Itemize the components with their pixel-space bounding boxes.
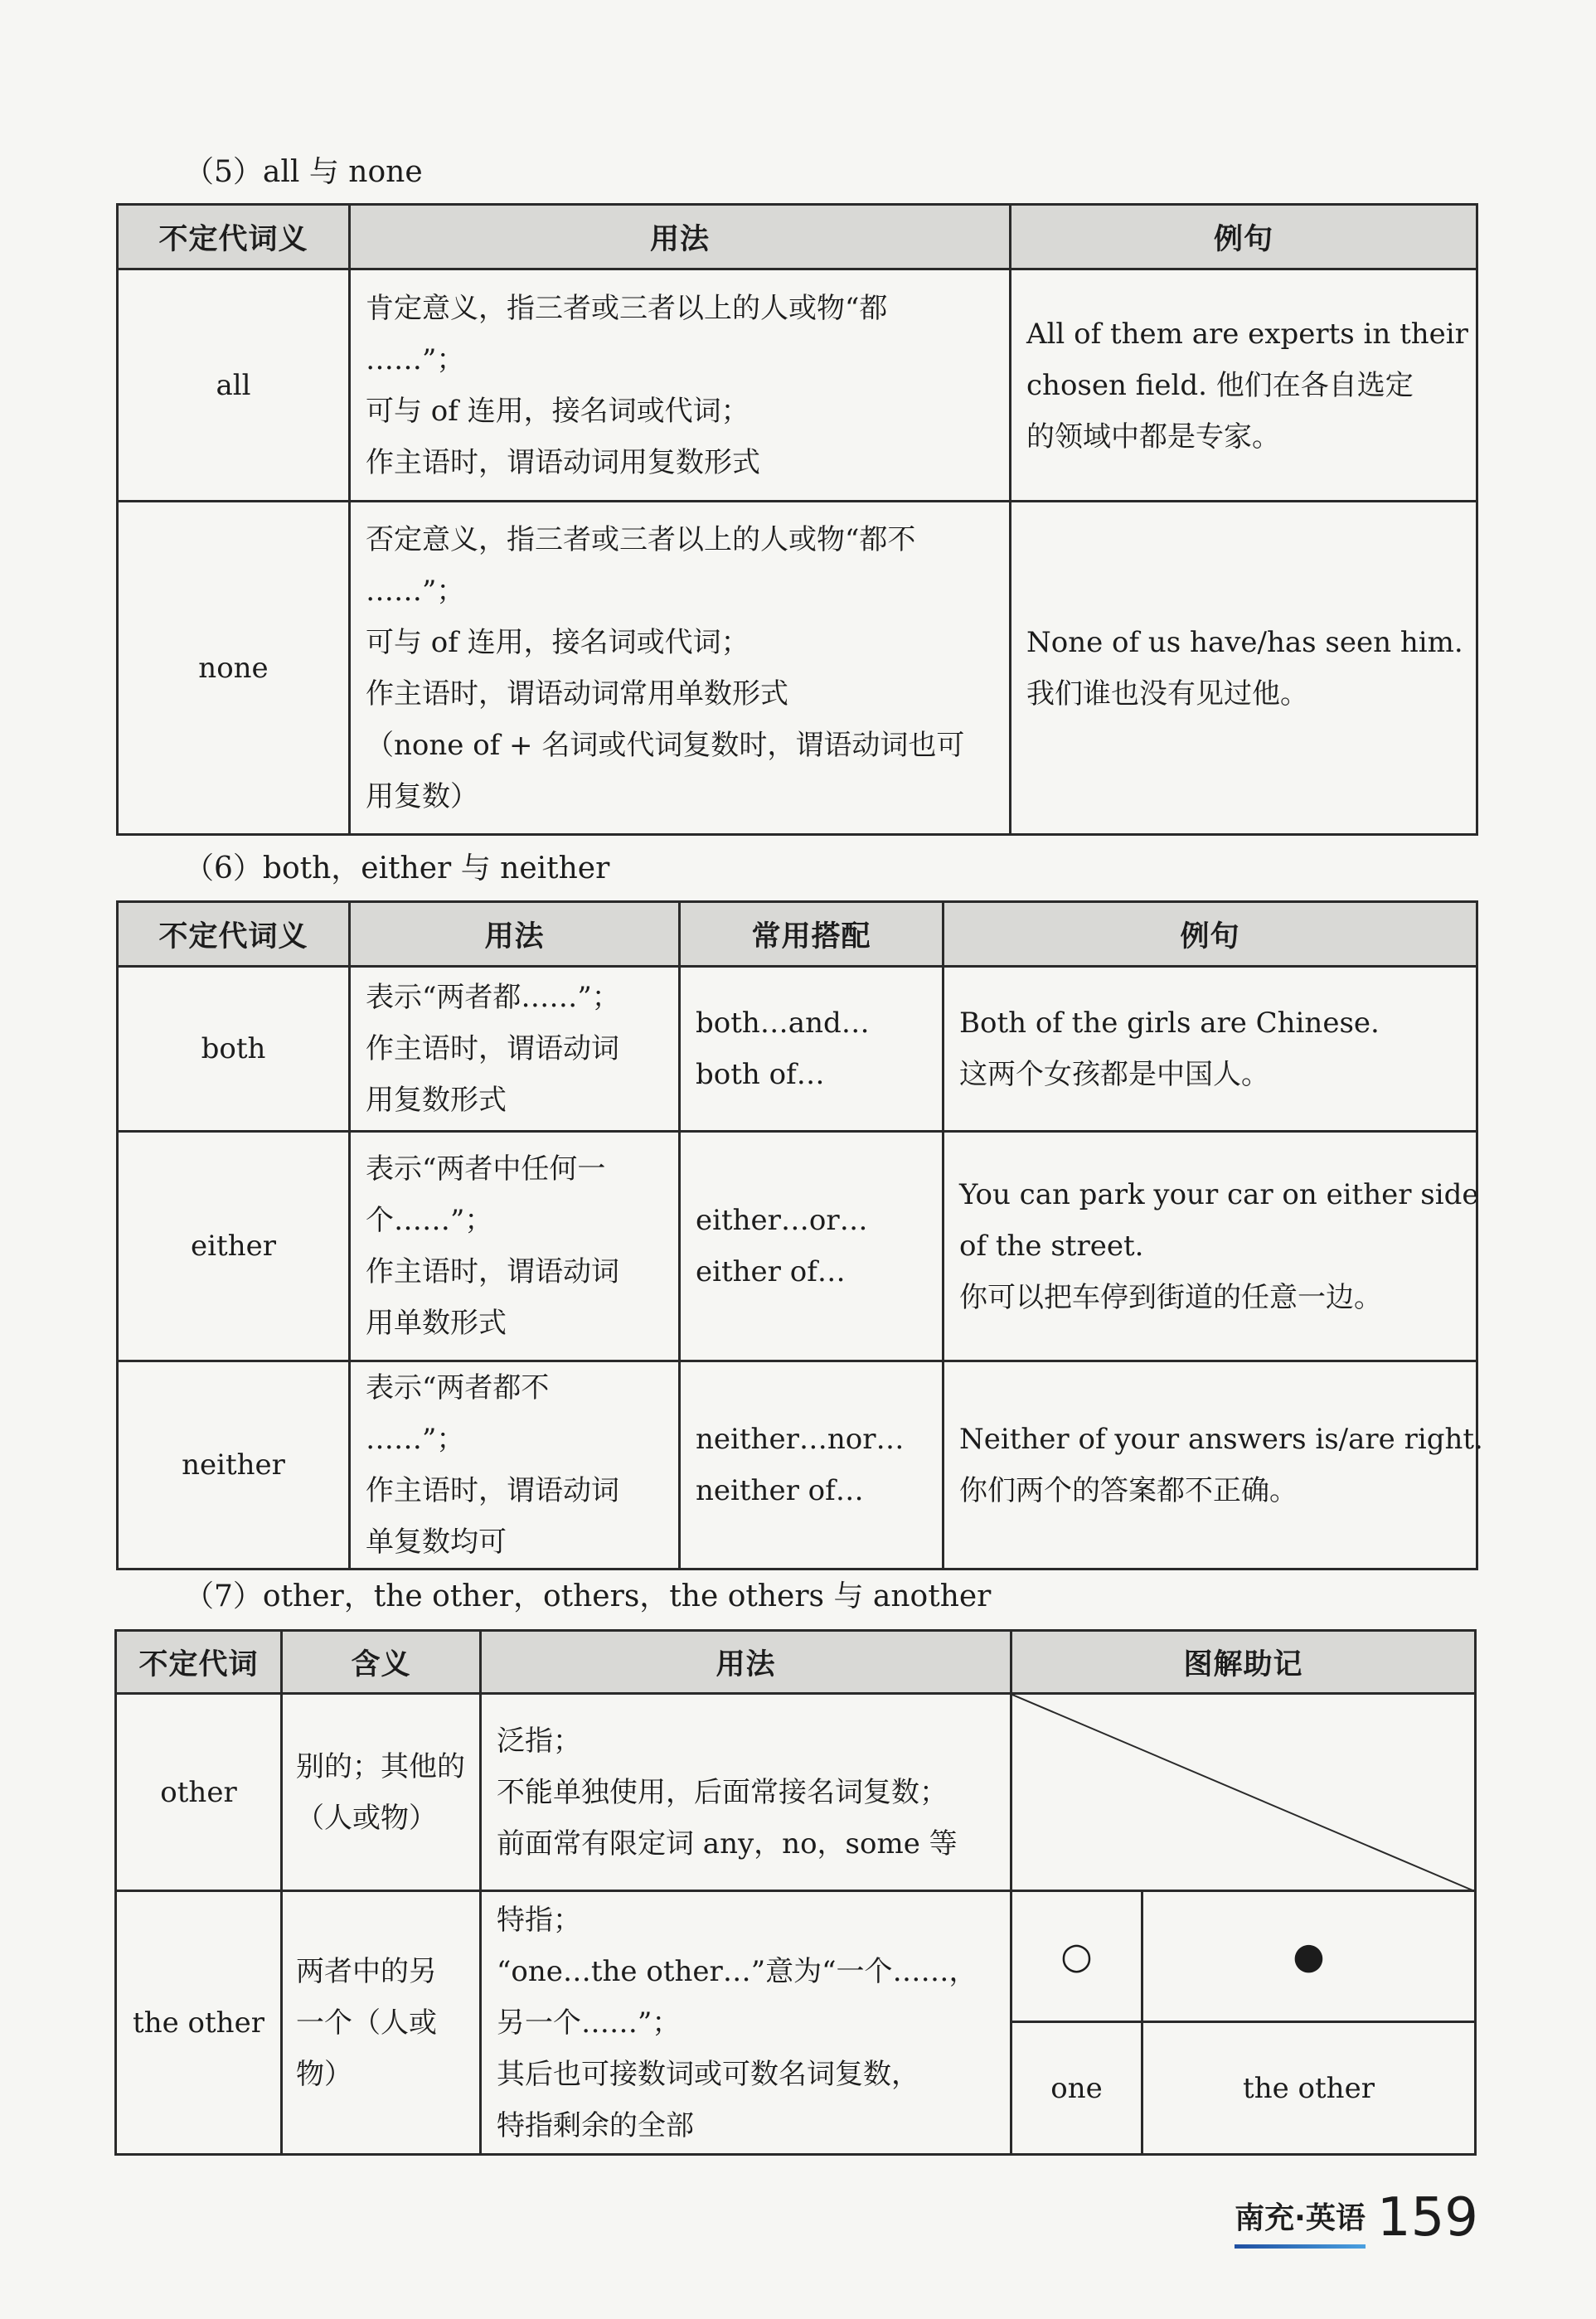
pronoun-cell: both (118, 967, 350, 1132)
hollow-circle-icon: ○ (1011, 1891, 1142, 2022)
meaning-line: 别的；其他的 (296, 1749, 465, 1783)
usage-line: 作主语时，谓语动词用复数形式 (366, 445, 760, 479)
usage-line: 表示“两者都……”； (366, 981, 620, 1014)
brand-underline (1235, 2244, 1366, 2249)
diagram-label-one: one (1011, 2022, 1142, 2155)
page-number: 159 (1376, 2187, 1478, 2249)
usage-line: 用复数） (366, 779, 478, 813)
meaning-line: （人或物） (296, 1801, 437, 1835)
collocation-line: either of… (696, 1255, 846, 1288)
usage-line: 作主语时，谓语动词 (366, 1255, 619, 1288)
usage-line: 可与 of 连用，接名词或代词； (366, 625, 749, 659)
collocation-line: neither…nor… (696, 1423, 905, 1456)
example-cell (944, 1361, 1483, 1569)
collocation-cell (680, 1361, 944, 1569)
header-pronoun: 不定代词 (116, 1631, 282, 1694)
meaning-line: 一个（人或 (296, 2006, 437, 2040)
usage-line: 作主语时，谓语动词常用单数形式 (366, 677, 788, 711)
pronoun-cell: neither (118, 1361, 350, 1569)
usage-cell (481, 1694, 1011, 1891)
header-pronoun: 不定代词义 (118, 205, 350, 269)
usage-line: 作主语时，谓语动词 (366, 1474, 619, 1507)
usage-cell (481, 1891, 1011, 2155)
usage-line: 个……”； (366, 1204, 493, 1237)
usage-line: 特指剩余的全部 (497, 2108, 694, 2142)
page-footer (1235, 2181, 1478, 2247)
header-example: 例句 (1011, 205, 1477, 269)
usage-line: 作主语时，谓语动词 (366, 1032, 619, 1065)
example-line: 我们谁也没有见过他。 (1026, 677, 1308, 711)
table-all-none (116, 203, 1478, 836)
usage-line: 泛指； (497, 1724, 581, 1758)
example-line: 这两个女孩都是中国人。 (959, 1058, 1269, 1091)
usage-line: ……”； (366, 342, 465, 376)
usage-line: 特指； (497, 1903, 581, 1937)
book-brand (1235, 2195, 1366, 2237)
pronoun-cell: other (116, 1694, 282, 1891)
meaning-line: 物） (296, 2057, 352, 2091)
example-line: chosen field. 他们在各自选定 (1026, 368, 1414, 402)
filled-circle-icon: ● (1142, 1891, 1476, 2022)
table-row (118, 1132, 1477, 1361)
usage-line: 前面常有限定词 any，no，some 等 (497, 1827, 958, 1861)
table-row (118, 1361, 1477, 1569)
section-6-title: （6）both，either 与 neither (184, 851, 610, 885)
usage-cell (350, 967, 680, 1132)
header-collocation: 常用搭配 (680, 902, 944, 967)
pronoun-cell: all (118, 269, 350, 502)
example-line: All of them are experts in their (1026, 317, 1468, 351)
example-cell (1011, 269, 1477, 502)
pronoun-cell: none (118, 502, 350, 835)
header-meaning: 含义 (282, 1631, 481, 1694)
usage-cell (350, 269, 1011, 502)
header-example: 例句 (944, 902, 1477, 967)
collocation-line: both…and… (696, 1007, 870, 1040)
example-cell (944, 967, 1477, 1132)
table-row (118, 967, 1477, 1132)
meaning-cell (282, 1694, 481, 1891)
usage-cell (350, 1132, 680, 1361)
table-row (118, 269, 1477, 502)
example-line: Neither of your answers is/are right. (959, 1423, 1483, 1456)
section-7-title: （7）other，the other，others，the others 与 another (184, 1579, 992, 1613)
example-line: 你们两个的答案都不正确。 (959, 1474, 1298, 1507)
example-line: 你可以把车停到街道的任意一边。 (959, 1281, 1382, 1314)
pronoun-cell: either (118, 1132, 350, 1361)
table-row (118, 502, 1477, 835)
collocation-cell (680, 1132, 944, 1361)
example-line: You can park your car on either side (959, 1178, 1479, 1211)
header-usage: 用法 (350, 205, 1011, 269)
usage-line: 另一个……”； (497, 2006, 681, 2040)
usage-cell (350, 502, 1011, 835)
collocation-line: both of… (696, 1058, 825, 1091)
usage-line: 表示“两者都不 (366, 1371, 550, 1404)
usage-line: 不能单独使用，后面常接名词复数； (497, 1775, 948, 1809)
collocation-cell (680, 967, 944, 1132)
example-line: 的领域中都是专家。 (1026, 420, 1280, 454)
collocation-line: either…or… (696, 1204, 868, 1237)
usage-line: 否定意义，指三者或三者以上的人或物“都不 (366, 522, 916, 556)
header-pronoun: 不定代词义 (118, 902, 350, 967)
brand-text: 南充·英语 (1235, 2201, 1366, 2235)
diagram-label-the-other: the other (1142, 2022, 1476, 2155)
meaning-line: 两者中的另 (296, 1954, 437, 1988)
usage-line: ……”； (366, 574, 465, 608)
table-row (116, 1891, 1476, 2022)
usage-line: ……”； (366, 1423, 465, 1456)
example-line: Both of the girls are Chinese. (959, 1007, 1380, 1040)
section-5-title: （5）all 与 none (184, 155, 423, 189)
example-line: of the street. (959, 1230, 1144, 1263)
collocation-line: neither of… (696, 1474, 864, 1507)
table-row (116, 1694, 1476, 1891)
usage-line: （none of + 名词或代词复数时，谓语动词也可 (366, 728, 965, 762)
header-diagram: 图解助记 (1011, 1631, 1476, 1694)
usage-line: 表示“两者中任何一 (366, 1152, 606, 1186)
example-cell (1011, 502, 1477, 835)
pronoun-cell: the other (116, 1891, 282, 2155)
usage-line: 单复数均可 (366, 1526, 507, 1559)
header-usage: 用法 (481, 1631, 1011, 1694)
diagonal-line (1012, 1695, 1477, 1892)
usage-cell (350, 1361, 680, 1569)
usage-line: 用复数形式 (366, 1084, 507, 1117)
usage-line: 肯定意义，指三者或三者以上的人或物“都 (366, 291, 888, 325)
diagram-empty-cell (1011, 1694, 1476, 1891)
usage-line: 其后也可接数词或可数名词复数， (497, 2057, 919, 2091)
meaning-cell (282, 1891, 481, 2155)
example-cell (944, 1132, 1477, 1361)
header-usage: 用法 (350, 902, 680, 967)
usage-line: 用单数形式 (366, 1307, 507, 1340)
table-other (114, 1629, 1477, 2156)
usage-line: “one…the other…”意为“一个……， (497, 1954, 977, 1988)
table-both-either-neither (116, 900, 1483, 1570)
usage-line: 可与 of 连用，接名词或代词； (366, 394, 749, 428)
example-line: None of us have/has seen him. (1026, 625, 1463, 659)
